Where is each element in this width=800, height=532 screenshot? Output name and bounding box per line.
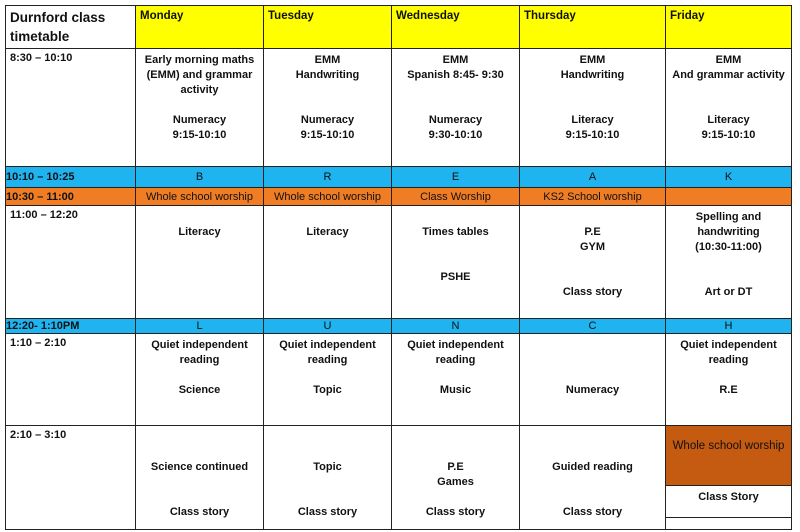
line-gap [139,430,260,445]
worship-item [666,188,792,206]
timetable-container [5,5,792,530]
line-gap [139,368,260,383]
cell-line: Science continued [150,461,249,473]
cell-line: 9:15-10:10 [701,129,756,141]
line-gap [395,240,516,255]
friday-worship-block: Whole school worship [666,426,791,486]
line-gap [523,210,662,225]
cell-tuesday [264,334,392,426]
cell-line: reading [179,354,220,366]
lunch-letter: U [264,319,392,334]
time-label: 11:00 – 12:20 [6,206,136,319]
cell-line: Art or DT [704,286,753,298]
timetable [5,5,792,530]
worship-row [6,188,792,206]
lunch-letter: C [520,319,666,334]
cell-thursday [520,206,666,319]
cell-line: GYM [579,241,606,253]
cell-line: Numeracy [300,114,355,126]
line-gap [395,83,516,98]
break-letter: K [666,167,792,188]
line-gap [395,430,516,445]
cell-tuesday [264,426,392,530]
cell-line: Topic [313,461,342,473]
worship-item: Whole school worship [264,188,392,206]
day-header-monday: Monday [136,6,264,49]
cell-wednesday [392,49,520,167]
cell-line: Spanish 8:45- 9:30 [407,69,504,81]
line-gap [267,83,388,98]
cell-line: EMM [442,54,469,66]
cell-line: Quiet independent [407,339,504,351]
cell-friday [666,426,792,530]
line-gap [395,98,516,113]
time-label: 10:10 – 10:25 [6,167,136,188]
cell-friday [666,49,792,167]
time-label: 12:20- 1:10PM [6,319,136,334]
cell-wednesday [392,206,520,319]
line-gap [523,353,662,368]
row-1-10 [6,334,792,426]
line-gap [139,445,260,460]
cell-line: Numeracy [428,114,483,126]
cell-line: (10:30-11:00) [695,241,762,253]
line-gap [267,490,388,505]
line-gap [669,83,788,98]
line-gap [267,445,388,460]
line-gap [523,430,662,445]
timetable-title: Durnford class timetable [6,6,136,49]
day-header-thursday: Thursday [520,6,666,49]
line-gap [395,210,516,225]
line-gap [669,255,788,270]
cell-line: 9:15-10:10 [565,129,620,141]
cell-line: P.E [447,461,464,473]
cell-line: Times tables [422,226,489,238]
line-gap [395,255,516,270]
line-gap [267,98,388,113]
time-label: 1:10 – 2:10 [6,334,136,426]
cell-tuesday [264,49,392,167]
line-gap [395,445,516,460]
break-letter: R [264,167,392,188]
break-letter: A [520,167,666,188]
line-gap [523,368,662,383]
cell-line: Handwriting [560,69,625,81]
line-gap [523,338,662,353]
line-gap [395,368,516,383]
line-gap [267,368,388,383]
cell-thursday [520,334,666,426]
cell-line: Quiet independent [279,339,376,351]
friday-class-story: Class Story [666,486,791,518]
lunch-row [6,319,792,334]
cell-line: R.E [719,384,738,396]
lunch-letter: H [666,319,792,334]
cell-line: (EMM) and grammar [146,69,253,81]
day-header-tuesday: Tuesday [264,6,392,49]
cell-line: Topic [313,384,342,396]
line-gap [139,98,260,113]
cell-line: Handwriting [295,69,360,81]
cell-monday [136,426,264,530]
cell-friday [666,334,792,426]
cell-line: Literacy [306,226,349,238]
break-letter: B [136,167,264,188]
worship-item: KS2 School worship [520,188,666,206]
line-gap [523,83,662,98]
header-row [6,6,792,49]
line-gap [669,270,788,285]
cell-line: Quiet independent [680,339,777,351]
cell-monday [136,49,264,167]
time-label: 2:10 – 3:10 [6,426,136,530]
line-gap [523,475,662,490]
cell-line: 9:15-10:10 [300,129,355,141]
line-gap [267,475,388,490]
line-gap [669,98,788,113]
worship-item: Whole school worship [136,188,264,206]
time-label: 10:30 – 11:00 [6,188,136,206]
cell-line: EMM [579,54,606,66]
cell-line: Literacy [178,226,221,238]
cell-line: PSHE [440,271,471,283]
line-gap [139,475,260,490]
lunch-letter: N [392,319,520,334]
cell-line: Literacy [707,114,750,126]
cell-line: P.E [584,226,601,238]
cell-thursday [520,426,666,530]
cell-wednesday [392,426,520,530]
line-gap [267,430,388,445]
cell-line: Numeracy [172,114,227,126]
line-gap [669,368,788,383]
cell-line: reading [435,354,476,366]
cell-line: EMM [715,54,742,66]
cell-line: Numeracy [565,384,620,396]
cell-monday [136,334,264,426]
cell-line: Class story [425,506,486,518]
line-gap [523,445,662,460]
cell-line: Quiet independent [151,339,248,351]
day-header-friday: Friday [666,6,792,49]
cell-line: Literacy [571,114,614,126]
cell-line: reading [708,354,749,366]
cell-line: Science [178,384,221,396]
cell-line: reading [307,354,348,366]
line-gap [139,210,260,225]
cell-line: handwriting [697,226,760,238]
cell-line: Games [437,476,474,488]
line-gap [395,490,516,505]
cell-line: Guided reading [552,461,633,473]
break-row [6,167,792,188]
cell-thursday [520,49,666,167]
lunch-letter: L [136,319,264,334]
row-11-00 [6,206,792,319]
cell-line: And grammar activity [672,69,785,81]
cell-line: Class story [562,506,623,518]
cell-line: 9:15-10:10 [172,129,227,141]
day-header-wednesday: Wednesday [392,6,520,49]
line-gap [523,98,662,113]
line-gap [523,490,662,505]
line-gap [267,210,388,225]
cell-friday [666,206,792,319]
cell-line: Class story [297,506,358,518]
cell-line: Spelling and [695,211,762,223]
cell-monday [136,206,264,319]
cell-line: Early morning maths [144,54,255,66]
cell-line: Class story [562,286,623,298]
line-gap [139,490,260,505]
time-label: 8:30 – 10:10 [6,49,136,167]
cell-line: Music [439,384,472,396]
cell-line: 9:30-10:10 [428,129,483,141]
line-gap [523,270,662,285]
cell-wednesday [392,334,520,426]
row-2-10 [6,426,792,530]
worship-item: Class Worship [392,188,520,206]
row-8-30 [6,49,792,167]
cell-line: activity [180,84,219,96]
cell-tuesday [264,206,392,319]
break-letter: E [392,167,520,188]
cell-line: Class story [169,506,230,518]
cell-line: EMM [314,54,341,66]
line-gap [523,255,662,270]
